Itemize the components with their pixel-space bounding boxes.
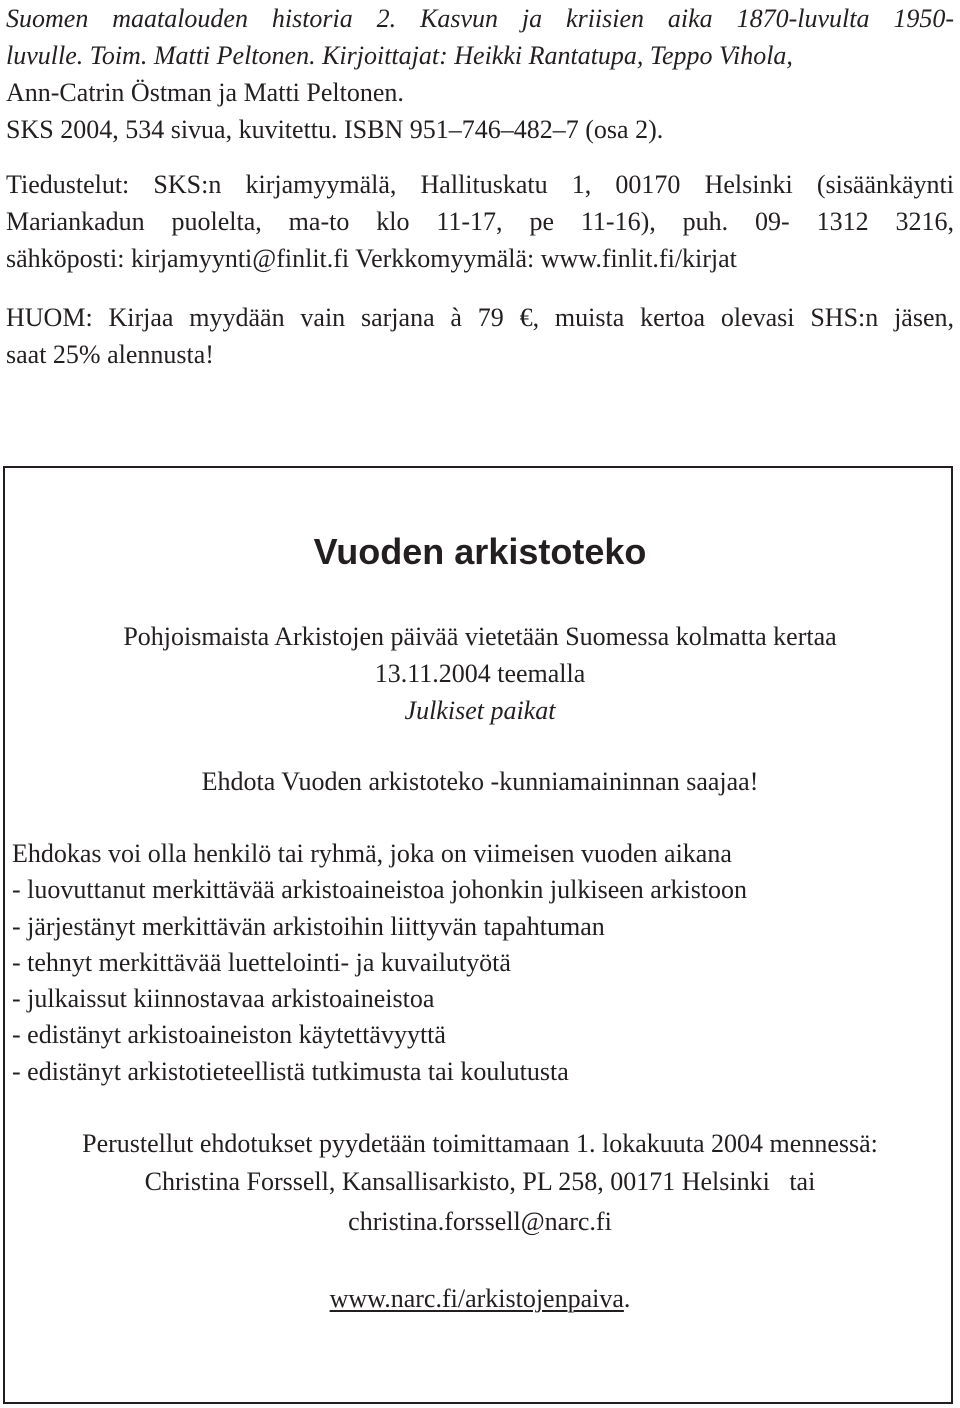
intro-line-1: Pohjoismaista Arkistojen päivää vietetään Suomessa kolmatta kertaa [123, 622, 837, 651]
header-text-block [6, 0, 954, 373]
criteria-item: - tehnyt merkittävää luettelointi- ja kuvailutyötä [12, 947, 511, 977]
inquiries-line-3: sähköposti: kirjamyynti@finlit.fi Verkkomyymälä: www.finlit.fi/kirjat [6, 244, 737, 273]
website-link[interactable]: www.narc.fi/arkistojenpaiva [329, 1284, 624, 1313]
criteria-item: - luovuttanut merkittävää arkistoaineistoa johonkin julkiseen arkistoon [12, 875, 748, 905]
website-line [0, 1280, 960, 1317]
announcement-intro [0, 618, 960, 729]
announcement-heading: Vuoden arkistoteko [313, 531, 647, 572]
book-title-line-1: Suomen maatalouden historia 2. Kasvun ja kriisien aika 1870-luvulta 1950- [6, 4, 954, 33]
contact-email: christina.forssell@narc.fi [348, 1207, 612, 1236]
criteria-item: - edistänyt arkistotieteellistä tutkimusta tai koulutusta [12, 1056, 569, 1086]
criteria-block [12, 836, 747, 1090]
contact-text: Christina Forssell, Kansallisarkisto, PL 258, 00171 Helsinki tai [144, 1167, 816, 1196]
criteria-item: - julkaissut kiinnostavaa arkistoaineistoa [12, 984, 435, 1014]
deadline-text: Perustellut ehdotukset pyydetään toimittamaan 1. lokakuuta 2004 mennessä: [82, 1129, 878, 1158]
criteria-item: - edistänyt arkistoaineiston käytettävyyttä [12, 1020, 446, 1050]
note-line-2: saat 25% alennusta! [6, 340, 214, 369]
website-suffix: . [623, 1284, 631, 1313]
inquiries-line-1: Tiedustelut: SKS:n kirjamyymälä, Hallituskatu 1, 00170 Helsinki (sisäänkäynti [6, 170, 954, 199]
book-publication-line: SKS 2004, 534 sivua, kuvitettu. ISBN 951–746–482–7 (osa 2). [6, 115, 664, 144]
book-title-line-2 [6, 37, 954, 74]
theme-text: Julkiset paikat [404, 696, 556, 725]
criteria-item: - järjestänyt merkittävän arkistoihin liittyvän tapahtuman [12, 911, 605, 941]
intro-line-2: 13.11.2004 teemalla [374, 659, 586, 688]
criteria-intro: Ehdokas voi olla henkilö tai ryhmä, joka on viimeisen vuoden aikana [12, 839, 732, 868]
book-title-line-2-text: luvulle. Toim. Matti Peltonen. Kirjoittajat: Heikki Rantatupa, Teppo Vihola, [6, 41, 793, 70]
note-line-1: HUOM: Kirjaa myydään vain sarjana à 79 €, muista kertoa olevasi SHS:n jäsen, [6, 303, 954, 332]
call-to-action: Ehdota Vuoden arkistoteko -kunniamaininnan saajaa! [201, 767, 759, 796]
book-authors-line: Ann-Catrin Östman ja Matti Peltonen. [6, 78, 404, 107]
deadline-block [0, 1125, 960, 1243]
inquiries-line-2: Mariankadun puolelta, ma-to klo 11-17, pe 11-16), puh. 09- 1312 3216, [6, 207, 954, 236]
